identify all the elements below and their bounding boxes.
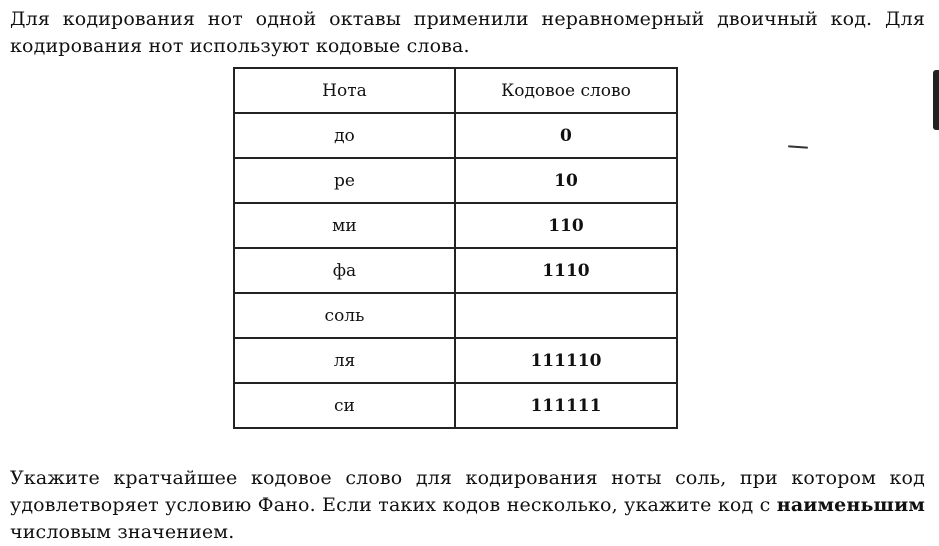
code-cell: 10 xyxy=(455,158,677,203)
question-line-2 xyxy=(10,492,925,519)
table-row xyxy=(234,158,677,203)
question-line-2-text: удовлетворяет условию Фано. Если таких кодов несколько, укажите код с xyxy=(10,494,771,516)
note-cell: ля xyxy=(234,338,455,383)
task-intro xyxy=(10,6,925,60)
code-table xyxy=(233,67,678,429)
note-cell: ре xyxy=(234,158,455,203)
note-cell: фа xyxy=(234,248,455,293)
header-codeword: Кодовое слово xyxy=(455,68,677,113)
note-cell: ми xyxy=(234,203,455,248)
task-question xyxy=(10,465,925,546)
page-edge-shadow xyxy=(933,70,939,130)
table-row xyxy=(234,248,677,293)
intro-line-2: кодирования нот используют кодовые слова. xyxy=(10,35,470,57)
table-row xyxy=(234,293,677,338)
note-cell: соль xyxy=(234,293,455,338)
code-cell: 111111 xyxy=(455,383,677,428)
scan-dash-mark xyxy=(788,145,808,148)
table-row xyxy=(234,113,677,158)
code-cell: 111110 xyxy=(455,338,677,383)
note-cell: си xyxy=(234,383,455,428)
question-line-3: числовым значением. xyxy=(10,521,235,543)
code-cell: 110 xyxy=(455,203,677,248)
table-row xyxy=(234,338,677,383)
table-row xyxy=(234,203,677,248)
header-note: Нота xyxy=(234,68,455,113)
code-cell: 1110 xyxy=(455,248,677,293)
table-row xyxy=(234,383,677,428)
code-cell-empty xyxy=(455,293,677,338)
table-header-row xyxy=(234,68,677,113)
note-cell: до xyxy=(234,113,455,158)
question-line-1: Укажите кратчайшее кодовое слово для кодирования ноты соль, при котором код xyxy=(10,467,925,489)
code-cell: 0 xyxy=(455,113,677,158)
intro-line-1: Для кодирования нот одной октавы применили неравномерный двоичный код. Для xyxy=(10,8,925,30)
question-emphasis: наименьшим xyxy=(776,494,925,516)
